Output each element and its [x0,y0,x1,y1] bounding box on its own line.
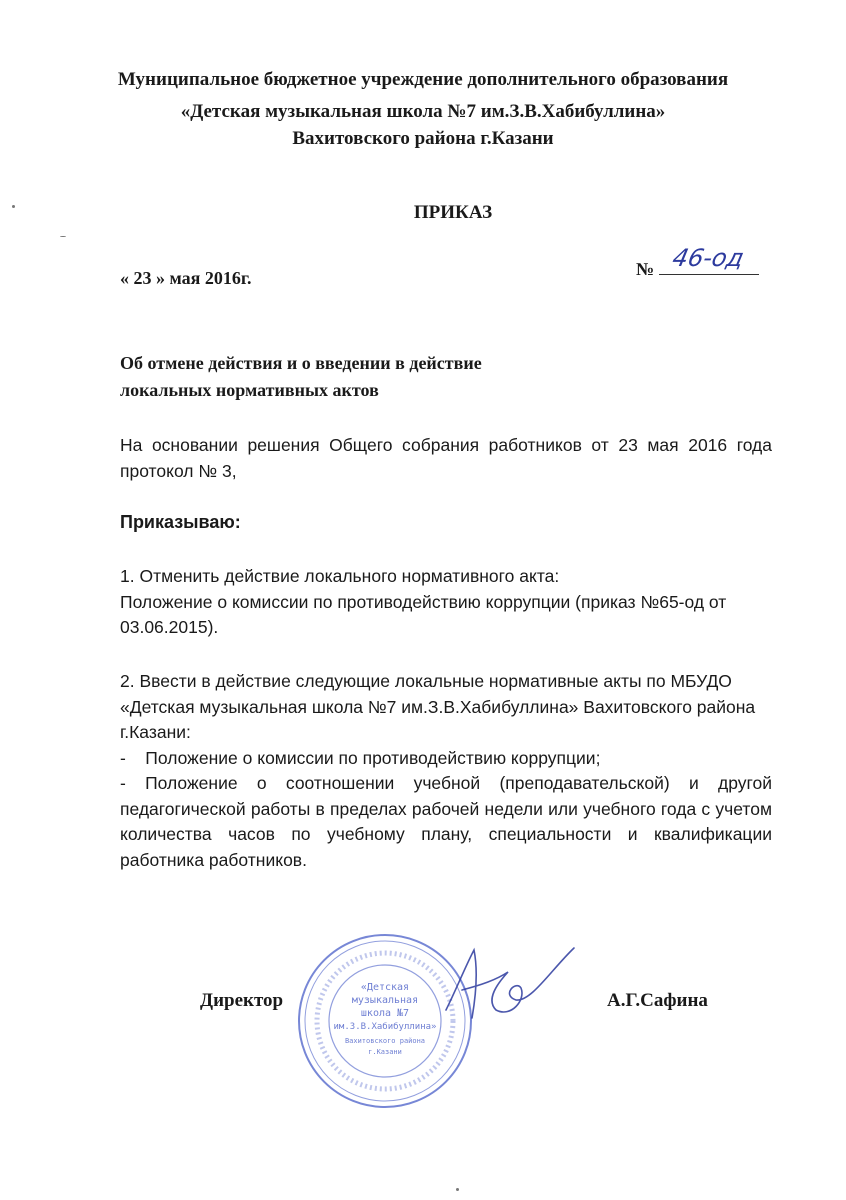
org-name-line1: Муниципальное бюджетное учреждение дополнительного образования [117,69,729,90]
scan-speck [12,205,15,208]
scan-speck [60,236,66,237]
director-title: Директор [200,990,284,1011]
director-name: А.Г.Сафина [607,990,708,1011]
item-2-intro: 2. Ввести в действие следующие локальные нормативные акты по МБУДО «Детская музыкальная школа №7 им.З.В.Хабибуллина» Вахитовского района г.Казани: [120,671,756,742]
order-date: « 23 » мая 2016г. [120,268,252,288]
stamp-line-4: им.З.В.Хабибуллина» [333,1022,437,1032]
order-subject [120,350,482,404]
org-name-line3: Вахитовского района г.Казани [292,128,554,149]
document-title: ПРИКАЗ [413,202,493,223]
stamp-line-6: г.Казани [368,1048,402,1056]
stamp-line-2: музыкальная [351,995,419,1006]
handwritten-signature [426,940,576,1040]
item-1-heading: 1. Отменить действие локального нормативного акта: [120,566,560,586]
item-1 [120,564,772,641]
scan-speck [456,1188,459,1191]
stamp-line-1: «Детская [360,982,410,993]
number-sign: № [636,259,655,279]
item-2 [120,669,772,873]
order-number [636,244,759,280]
stamp-line-3: школа №7 [360,1008,410,1019]
org-name-line2: «Детская музыкальная школа №7 им.З.В.Хабибуллина» [180,101,666,122]
order-word: Приказываю: [120,512,241,532]
stamp-line-5: Вахитовского района [344,1037,426,1045]
item-2-bullet-1: - Положение о комиссии по противодействию коррупции; [120,747,601,768]
subject-line1: Об отмене действия и о введении в действие [120,353,482,373]
number-underline [659,244,759,275]
basis-paragraph: На основании решения Общего собрания работников от 23 мая 2016 года протокол № 3, [120,435,772,481]
handwritten-number: 46-од [669,244,747,272]
subject-line2: локальных нормативных актов [120,380,379,400]
item-2-bullet-2: - Положение о соотношении учебной (преподавательской) и другой педагогической работы в пределах рабочей недели или учебного года с учетом количества часов по учебному плану, специальности и квалификации работника работников. [120,773,772,870]
item-1-text: Положение о комиссии по противодействию коррупции (приказ №65-од от 03.06.2015). [120,591,727,637]
